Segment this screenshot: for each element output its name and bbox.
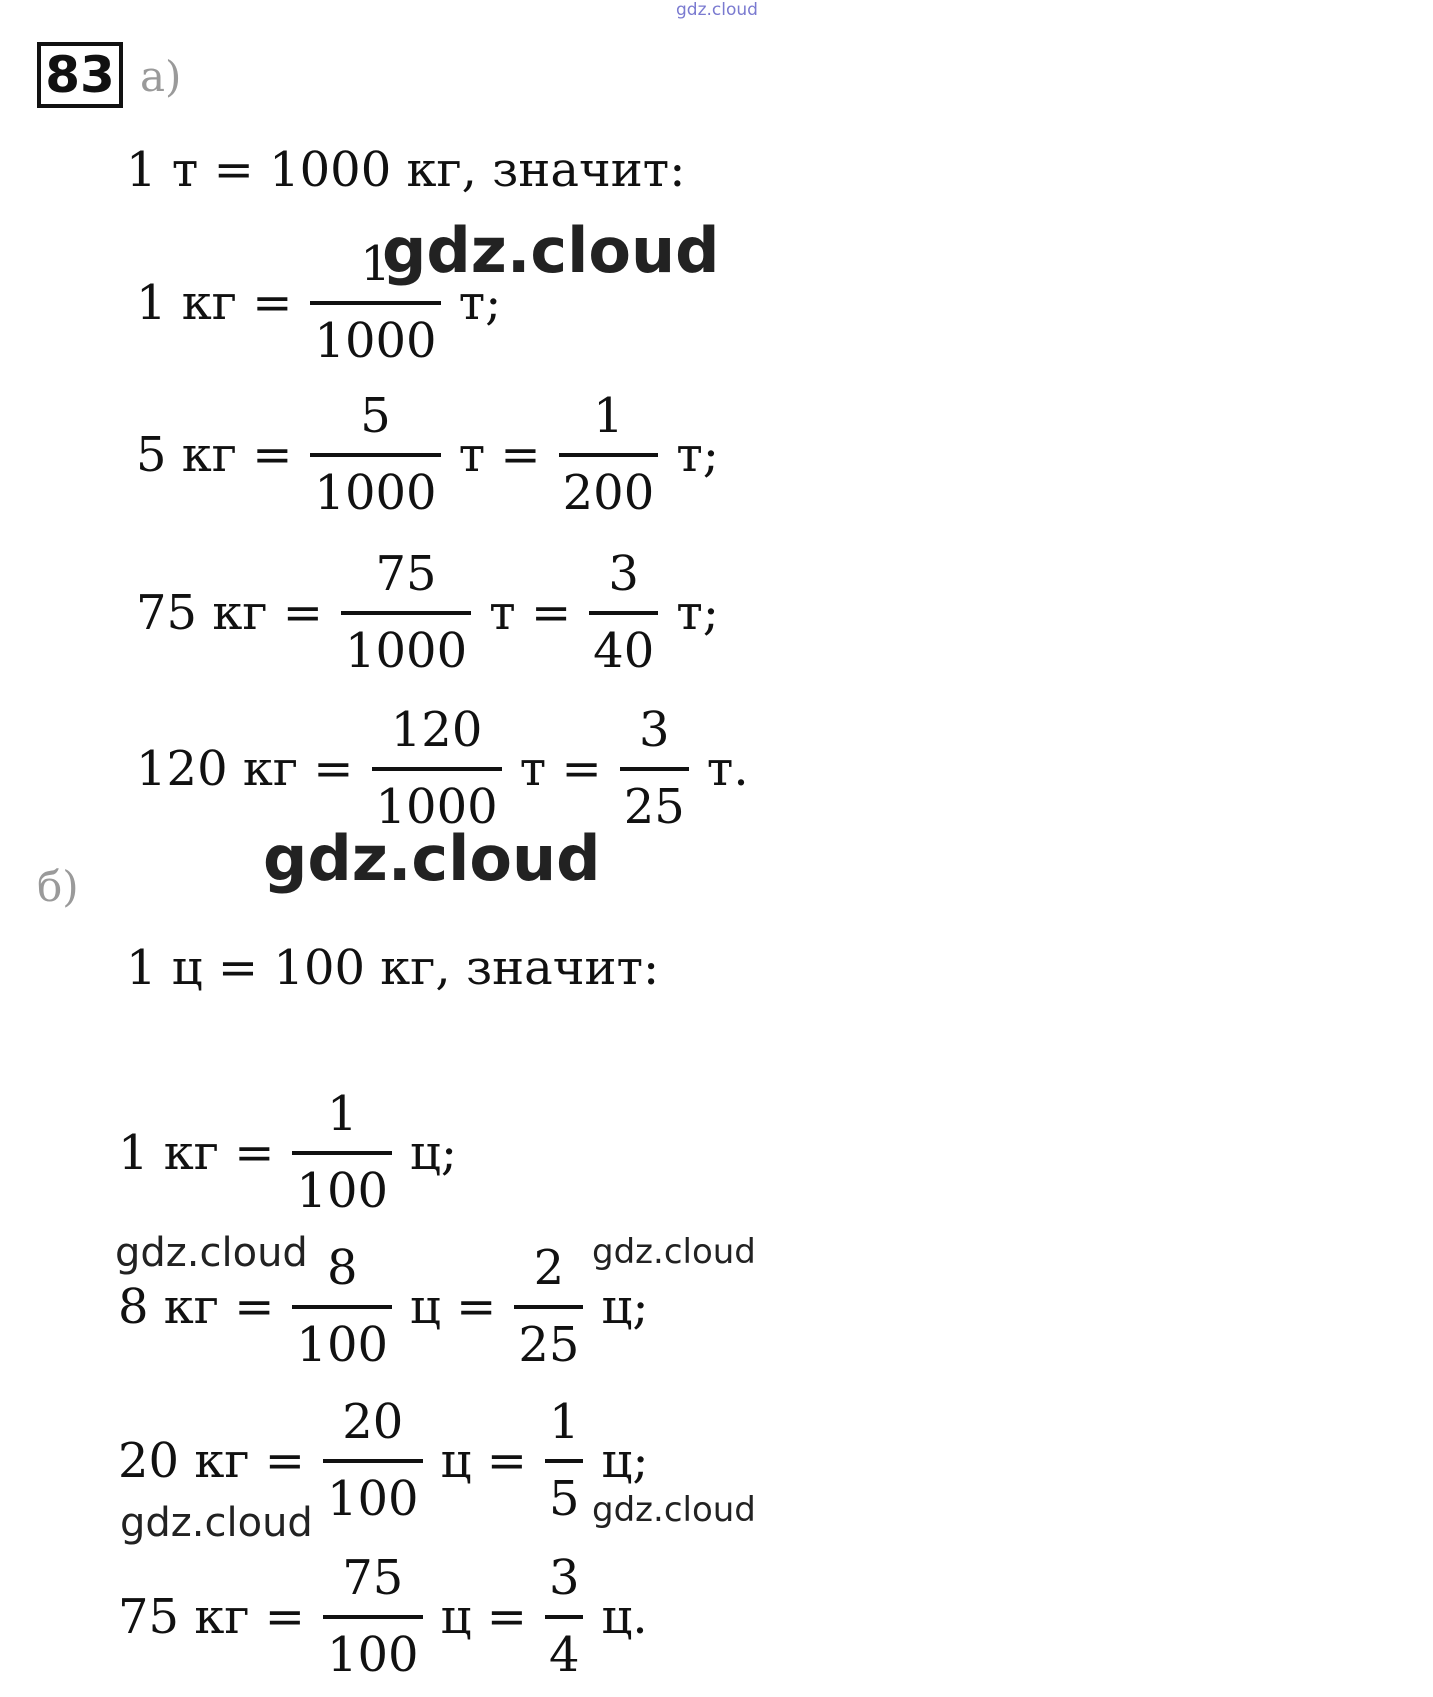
watermark-top: gdz.cloud bbox=[676, 0, 758, 20]
eq-end: ц; bbox=[601, 1432, 649, 1489]
fraction bbox=[559, 390, 659, 520]
denominator: 200 bbox=[562, 464, 655, 521]
fraction bbox=[323, 1396, 423, 1526]
eq-end: т; bbox=[676, 426, 719, 483]
part-a-intro: 1 т = 1000 кг, значит: bbox=[126, 142, 686, 198]
denominator: 1000 bbox=[375, 778, 498, 835]
eq-unit: т; bbox=[458, 274, 502, 331]
denominator: 1000 bbox=[314, 464, 437, 521]
fraction bbox=[310, 390, 440, 520]
numerator: 75 bbox=[342, 1550, 404, 1606]
eq-unit: ц; bbox=[410, 1124, 458, 1181]
numerator: 5 bbox=[360, 388, 391, 444]
watermark-before-b: gdz.cloud bbox=[263, 822, 601, 895]
denominator: 1000 bbox=[314, 312, 437, 369]
fraction-bar bbox=[514, 1305, 583, 1309]
denominator: 4 bbox=[548, 1626, 580, 1683]
fraction-bar bbox=[310, 453, 440, 457]
fraction bbox=[292, 1088, 392, 1218]
watermark-a-fraction: gdz.cloud bbox=[382, 214, 720, 287]
part-a-equation-2 bbox=[126, 390, 729, 520]
watermark-b-eq2-right: gdz.cloud bbox=[592, 1232, 756, 1272]
fraction-bar bbox=[323, 1459, 423, 1463]
fraction-bar bbox=[620, 767, 689, 771]
part-a-equation-3 bbox=[126, 548, 729, 678]
fraction-bar bbox=[559, 453, 659, 457]
eq-end: т; bbox=[676, 584, 719, 641]
numerator: 2 bbox=[533, 1240, 565, 1296]
part-b-intro: 1 ц = 100 кг, значит: bbox=[126, 940, 660, 996]
eq-lhs: 120 кг = bbox=[136, 740, 354, 797]
numerator: 1 bbox=[593, 388, 624, 444]
numerator: 3 bbox=[608, 546, 639, 602]
part-b-equation-4 bbox=[108, 1552, 658, 1682]
numerator: 3 bbox=[548, 1550, 580, 1606]
numerator: 3 bbox=[638, 702, 670, 758]
fraction-bar bbox=[545, 1459, 584, 1463]
fraction-bar bbox=[589, 611, 658, 615]
denominator: 100 bbox=[326, 1626, 419, 1683]
eq-lhs: 5 кг = bbox=[136, 426, 293, 483]
eq-lhs: 8 кг = bbox=[118, 1278, 275, 1335]
denominator: 100 bbox=[296, 1162, 389, 1219]
fraction bbox=[372, 704, 502, 834]
eq-lhs: 75 кг = bbox=[118, 1588, 305, 1645]
part-b-label: б) bbox=[37, 862, 79, 911]
numerator: 20 bbox=[342, 1394, 404, 1450]
numerator: 1 bbox=[548, 1394, 580, 1450]
watermark-b-eq2-left: gdz.cloud bbox=[115, 1230, 308, 1276]
numerator: 1 bbox=[360, 236, 391, 292]
part-a-label: а) bbox=[140, 52, 182, 101]
fraction-bar bbox=[323, 1615, 423, 1619]
eq-lhs: 1 кг = bbox=[118, 1124, 275, 1181]
watermark-b-eq4-left: gdz.cloud bbox=[120, 1500, 313, 1546]
fraction bbox=[620, 704, 689, 834]
denominator: 25 bbox=[623, 778, 685, 835]
eq-lhs: 20 кг = bbox=[118, 1432, 305, 1489]
eq-mid: ц = bbox=[410, 1278, 497, 1335]
fraction bbox=[514, 1242, 583, 1372]
part-a-equation-4 bbox=[126, 704, 759, 834]
numerator: 120 bbox=[390, 702, 483, 758]
numerator: 1 bbox=[326, 1086, 358, 1142]
fraction bbox=[589, 548, 658, 678]
eq-end: т. bbox=[706, 740, 749, 797]
part-b-equation-1 bbox=[108, 1088, 467, 1218]
denominator: 40 bbox=[593, 622, 655, 679]
numerator: 8 bbox=[326, 1240, 358, 1296]
watermark-b-eq3-right: gdz.cloud bbox=[592, 1490, 756, 1530]
eq-mid: т = bbox=[489, 584, 572, 641]
eq-mid: т = bbox=[519, 740, 602, 797]
eq-lhs: 75 кг = bbox=[136, 584, 323, 641]
eq-mid: т = bbox=[458, 426, 541, 483]
fraction-bar bbox=[310, 301, 440, 305]
eq-end: ц. bbox=[601, 1588, 648, 1645]
denominator: 25 bbox=[518, 1316, 580, 1373]
denominator: 5 bbox=[548, 1470, 580, 1527]
fraction bbox=[323, 1552, 423, 1682]
eq-lhs: 1 кг = bbox=[136, 274, 293, 331]
denominator: 100 bbox=[296, 1316, 389, 1373]
fraction-bar bbox=[372, 767, 502, 771]
fraction-bar bbox=[341, 611, 471, 615]
numerator: 75 bbox=[375, 546, 437, 602]
eq-end: ц; bbox=[601, 1278, 649, 1335]
fraction bbox=[545, 1552, 584, 1682]
eq-mid: ц = bbox=[440, 1588, 527, 1645]
fraction-bar bbox=[292, 1305, 392, 1309]
problem-number: 83 bbox=[37, 42, 123, 108]
denominator: 1000 bbox=[344, 622, 468, 679]
eq-mid: ц = bbox=[440, 1432, 527, 1489]
fraction-bar bbox=[545, 1615, 584, 1619]
fraction bbox=[545, 1396, 584, 1526]
denominator: 100 bbox=[326, 1470, 419, 1527]
fraction bbox=[341, 548, 471, 678]
fraction-bar bbox=[292, 1151, 392, 1155]
